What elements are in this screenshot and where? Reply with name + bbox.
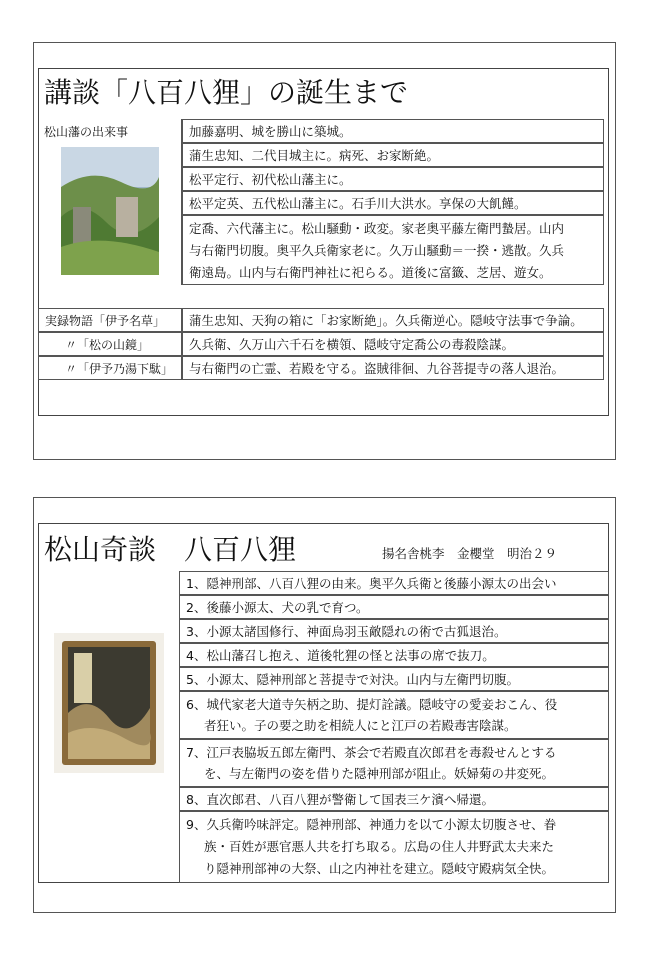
episode-line: 者狂い。子の要之助を相続人にと江戸の若殿毒害陰謀。 (204, 718, 517, 733)
kidan-subtitle: 揚名舎桃李 金櫻堂 明治２９ (382, 546, 558, 561)
episode-line: を、与左衛門の姿を借りた隠神刑部が阻止。妖婦菊の井変死。 (204, 766, 555, 781)
episode-line: 9、久兵衛吟味評定。隠神刑部、神通力を以て小源太切腹させ、眷 (186, 817, 557, 832)
source-label: 〃「伊予乃湯下駄」 (38, 356, 182, 380)
episode-line: 7、江戸表脇坂五郎左衛門、茶会で若殿直次郎君を毒殺せんとする (186, 745, 557, 760)
episode-line: 6、城代家老大道寺矢柄之助、提灯詮議。隠岐守の愛妾おこん、役 (186, 697, 558, 712)
history-row: 松平定行、初代松山藩主に。 (182, 167, 604, 191)
episode-item: 8、直次郎君、八百八狸が警衛して国表三ケ濱へ帰還。 (179, 787, 609, 811)
episode-item: 3、小源太諸国修行、神面烏羽玉敵隠れの術で古狐退治。 (179, 619, 609, 643)
origin-title: 講談「八百八狸」の誕生まで (44, 76, 409, 109)
history-line: 定喬、六代藩主に。松山騒動・政変。家老奥平藤左衛門蟄居。山内 (189, 221, 565, 236)
source-text: 久兵衛、久万山六千石を横領、隠岐守定喬公の毒殺陰謀。 (182, 332, 604, 356)
episode-line: り隠神刑部神の大祭、山之内神社を建立。隠岐守殿病気全快。 (204, 861, 555, 876)
history-line: 与右衛門切腹。奥平久兵衛家老に。久万山騒動＝一揆・逃散。久兵 (189, 243, 565, 258)
episode-item: 4、松山藩召し抱え、道後牝狸の怪と法事の席で抜刀。 (179, 643, 609, 667)
card-tanuki-origin (33, 42, 616, 460)
episode-item: 1、隠神刑部、八百八狸の由来。奥平久兵衛と後藤小源太の出会い (179, 571, 609, 595)
castle-photo (61, 147, 159, 275)
source-label: 実録物語「伊予名草」 (38, 308, 182, 332)
kidan-title: 松山奇談 八百八狸 (44, 533, 297, 566)
episode-line: 族・百姓が悪官悪人共を打ち取る。広島の住人井野武太夫来た (204, 839, 555, 854)
source-text: 与右衛門の亡霊、若殿を守る。盗賊徘徊、九谷菩提寺の落人退治。 (182, 356, 604, 380)
source-label: 〃「松の山鏡」 (38, 332, 182, 356)
history-row: 松平定英、五代松山藩主に。石手川大洪水。享保の大飢饉。 (182, 191, 604, 215)
source-text: 蒲生忠知、天狗の箱に「お家断絶」。久兵衛逆心。隠岐守法事で争論。 (182, 308, 604, 332)
history-row: 蒲生忠知、二代目城主に。病死、お家断絶。 (182, 143, 604, 167)
episode-item: 5、小源太、隠神刑部と菩提寺で対決。山内与左衛門切腹。 (179, 667, 609, 691)
episode-item (179, 811, 609, 883)
history-label: 松山藩の出来事 (44, 125, 129, 139)
book-cover-photo (54, 633, 164, 773)
history-row: 加藤嘉明、城を勝山に築城。 (182, 119, 604, 143)
card-matsuyama-kidan (33, 497, 616, 913)
column-divider (181, 119, 182, 285)
episode-item: 2、後藤小源太、犬の乳で育つ。 (179, 595, 609, 619)
episode-item (179, 739, 609, 787)
history-line: 衛遠島。山内与右衛門神社に祀らる。道後に富籤、芝居、遊女。 (189, 265, 552, 280)
episode-item (179, 691, 609, 739)
history-row-multiline (182, 215, 604, 285)
